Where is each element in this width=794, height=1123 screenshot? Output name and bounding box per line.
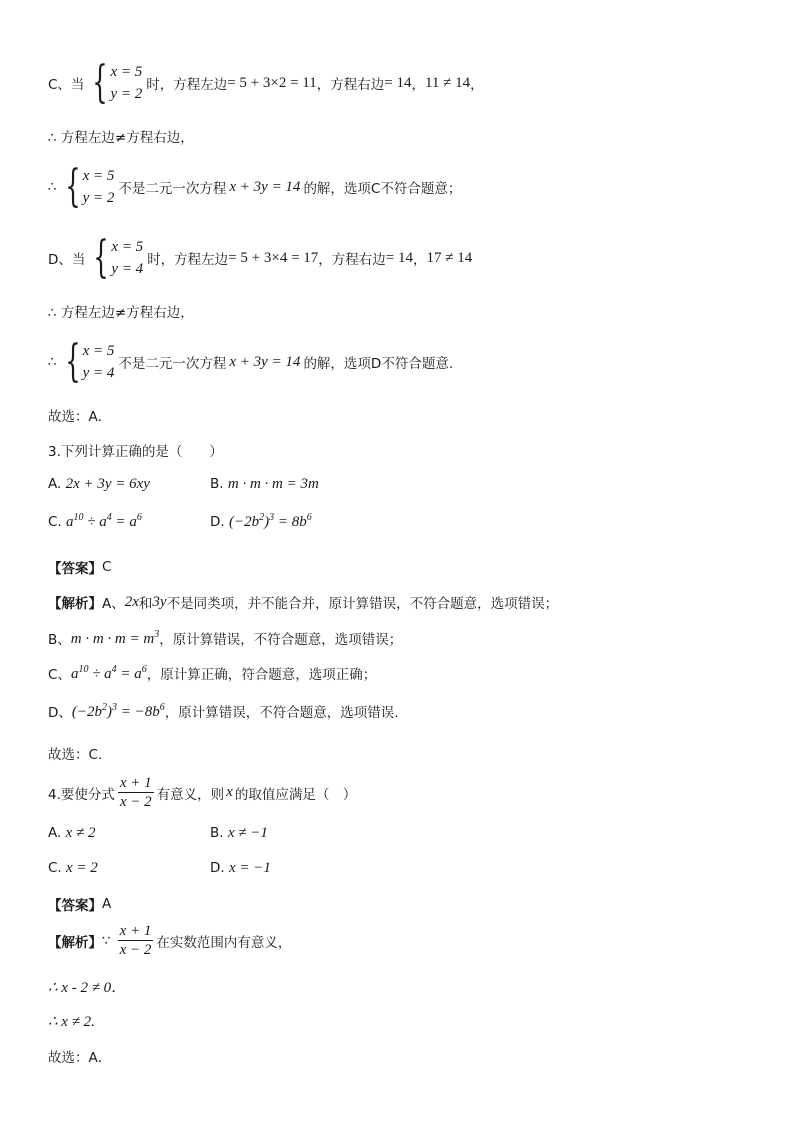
math-base: a	[129, 514, 137, 530]
text: C、	[48, 667, 71, 683]
system-row-y: y = 2	[110, 86, 143, 102]
exponent: 4	[111, 663, 117, 675]
system-row-y: y = 4	[111, 261, 144, 277]
fraction-denominator: x − 2	[119, 942, 152, 958]
math-expression: x = −1	[228, 860, 271, 876]
answer-value: A	[102, 896, 112, 912]
text: 不是二元一次方程	[118, 181, 227, 197]
q4-options-ab	[48, 825, 372, 842]
exponent: 4	[106, 512, 112, 523]
because-symbol: ∵	[102, 932, 111, 949]
math-expression: 17 ≠ 14	[426, 249, 473, 266]
option-label: A.	[48, 825, 62, 841]
exponent: 2	[259, 512, 265, 523]
q3-analysis-b	[48, 628, 402, 648]
therefore-symbol: ∴	[48, 354, 57, 370]
option-label: B.	[210, 476, 224, 492]
q3-analysis-a	[48, 592, 558, 612]
system-row-x: x = 5	[110, 64, 143, 80]
math-expression: m · m · m = m	[70, 630, 155, 647]
exponent: 3	[112, 701, 118, 713]
math-expression: x + 3y = 14	[229, 178, 301, 195]
text: 不是同类项，并不能合并，原计算错误，不符合题意，选项错误；	[166, 596, 559, 612]
text: 故选：C．	[48, 747, 112, 763]
math-expression: x ≠ −1	[227, 825, 268, 841]
question-text: 3.下列计算正确的是（ ）	[48, 444, 223, 460]
brace-icon: {	[92, 57, 109, 108]
analysis-label: 【解析】	[48, 934, 102, 951]
option-d-prefix: D、当	[48, 252, 86, 268]
option-label: B.	[210, 825, 224, 841]
math-expression: m · m · m = 3m	[227, 476, 319, 492]
q3-select	[48, 743, 111, 763]
q3-option-d	[210, 512, 372, 531]
text: 的解，选项C不符合题意；	[303, 181, 462, 197]
text: 在实数范围内有意义，	[156, 934, 292, 951]
q4-select	[48, 1046, 111, 1066]
math-expression: ÷ a	[88, 665, 112, 682]
text: ，原计算错误，不符合题意，选项错误.	[164, 705, 399, 721]
question-text: 4.要使分式	[48, 786, 115, 803]
question-text: 有意义，则	[156, 786, 225, 803]
math-expression: = −8b	[117, 703, 160, 720]
option-d-conclusion	[48, 336, 454, 387]
brace-icon: {	[93, 232, 110, 283]
math-expression: ∴ x - 2 ≠ 0．	[48, 980, 127, 996]
exponent: 6	[306, 512, 312, 523]
fraction-numerator: x + 1	[119, 923, 152, 939]
math-expression: )	[264, 514, 270, 530]
question-4	[48, 774, 356, 811]
system-row-y: y = 4	[82, 365, 115, 381]
exponent: 6	[159, 701, 165, 713]
exponent: 3	[269, 512, 275, 523]
text: ，	[411, 77, 425, 93]
text: ，原计算正确，符合题意，选项正确；	[146, 667, 377, 683]
equation-system	[86, 57, 143, 108]
text: 故选：A．	[48, 409, 112, 425]
q4-option-d	[210, 860, 372, 877]
system-row-x: x = 5	[82, 343, 115, 359]
brace-icon: {	[64, 161, 81, 212]
math-expression: x + 3y = 14	[229, 353, 301, 370]
fraction	[118, 774, 154, 811]
text: ，方程右边	[316, 77, 385, 93]
option-label: D.	[210, 860, 225, 876]
q4-step-1	[48, 976, 126, 997]
equation-system	[59, 161, 115, 212]
answer-label: 【答案】	[48, 561, 102, 577]
system-row-x: x = 5	[82, 168, 115, 184]
text: A、	[102, 596, 125, 612]
math-expression: )	[107, 703, 113, 720]
exponent: 6	[141, 663, 147, 675]
math-variable: x	[226, 784, 233, 800]
math-expression: = 14	[385, 249, 413, 266]
math-expression: = 5 + 3×2 = 11	[227, 74, 317, 91]
text: 故选：A．	[48, 1050, 112, 1066]
exponent: 10	[78, 663, 89, 675]
system-row-y: y = 2	[82, 190, 115, 206]
q3-analysis-c	[48, 663, 376, 683]
math-base: a	[70, 665, 79, 682]
math-expression: (−2b	[228, 514, 260, 530]
operator: ÷	[83, 514, 100, 530]
math-base: a	[66, 514, 74, 530]
option-label: C.	[48, 514, 62, 530]
math-expression: x ≠ 2	[65, 825, 96, 841]
text: 不是二元一次方程	[118, 356, 227, 372]
option-d-check	[48, 232, 473, 283]
math-expression: ∴ x ≠ 2.	[48, 1014, 95, 1030]
text: 时，方程左边	[146, 77, 228, 93]
q3-option-c	[48, 512, 210, 531]
text: 和	[138, 596, 153, 612]
equation-system	[87, 232, 144, 283]
math-expression: 3y	[152, 593, 167, 610]
math-base: a	[99, 514, 107, 530]
text: ，	[413, 252, 427, 268]
q4-option-a	[48, 825, 210, 842]
option-c-prefix: C、当	[48, 77, 85, 93]
math-expression: 2x + 3y = 6xy	[65, 476, 150, 492]
q4-option-c	[48, 860, 210, 877]
brace-icon: {	[64, 336, 81, 387]
math-expression: x = 2	[66, 860, 98, 876]
fraction-numerator: x + 1	[119, 775, 152, 791]
math-expression: (−2b	[71, 703, 103, 720]
math-expression: = 14	[384, 74, 412, 91]
q4-options-cd	[48, 860, 372, 877]
exponent: 2	[102, 701, 108, 713]
text: ，原计算错误，不符合题意，选项错误；	[159, 632, 403, 648]
text: 的解，选项D不符合题意.	[303, 356, 454, 372]
operator: =	[111, 514, 130, 530]
math-expression: = a	[116, 665, 142, 682]
math-expression: 2x	[124, 593, 139, 610]
q3-options-cd	[48, 512, 372, 531]
exponent: 10	[73, 512, 84, 523]
text: ∴ 方程左边≠方程右边，	[48, 130, 194, 146]
option-c-check	[48, 57, 484, 108]
fraction	[118, 922, 154, 959]
q3-option-a	[48, 476, 210, 493]
therefore-line-1	[48, 126, 194, 146]
option-c-conclusion	[48, 161, 462, 212]
system-row-x: x = 5	[111, 239, 144, 255]
text: ，	[470, 77, 484, 93]
option-label: D.	[210, 514, 225, 530]
analysis-label: 【解析】	[48, 596, 102, 612]
q4-analysis	[48, 922, 291, 959]
therefore-line-2	[48, 301, 194, 321]
math-expression: 11 ≠ 14	[424, 74, 471, 91]
text: ∴ 方程左边≠方程右边，	[48, 305, 194, 321]
math-expression: = 8b	[274, 514, 307, 530]
therefore-symbol: ∴	[48, 179, 57, 195]
select-line-2	[48, 405, 111, 425]
answer-value: C	[102, 559, 112, 575]
answer-label: 【答案】	[48, 898, 102, 914]
q4-answer	[48, 894, 111, 914]
exponent: 3	[154, 628, 160, 640]
math-expression: = 5 + 3×4 = 17	[228, 249, 319, 266]
question-text: 的取值应满足（ ）	[234, 786, 357, 803]
q3-option-b	[210, 476, 372, 493]
q4-option-b	[210, 825, 372, 842]
q4-step-2	[48, 1012, 95, 1031]
q3-options-ab	[48, 476, 372, 493]
text: 时，方程左边	[147, 252, 229, 268]
option-label: A.	[48, 476, 62, 492]
text: ，方程右边	[318, 252, 386, 268]
q3-answer	[48, 557, 111, 577]
question-3	[48, 440, 223, 460]
option-label: C.	[48, 860, 62, 876]
equation-system	[59, 336, 115, 387]
fraction-denominator: x − 2	[119, 794, 152, 810]
exponent: 6	[136, 512, 142, 523]
text: D、	[48, 705, 72, 721]
text: B、	[48, 632, 71, 648]
q3-analysis-d	[48, 701, 399, 721]
